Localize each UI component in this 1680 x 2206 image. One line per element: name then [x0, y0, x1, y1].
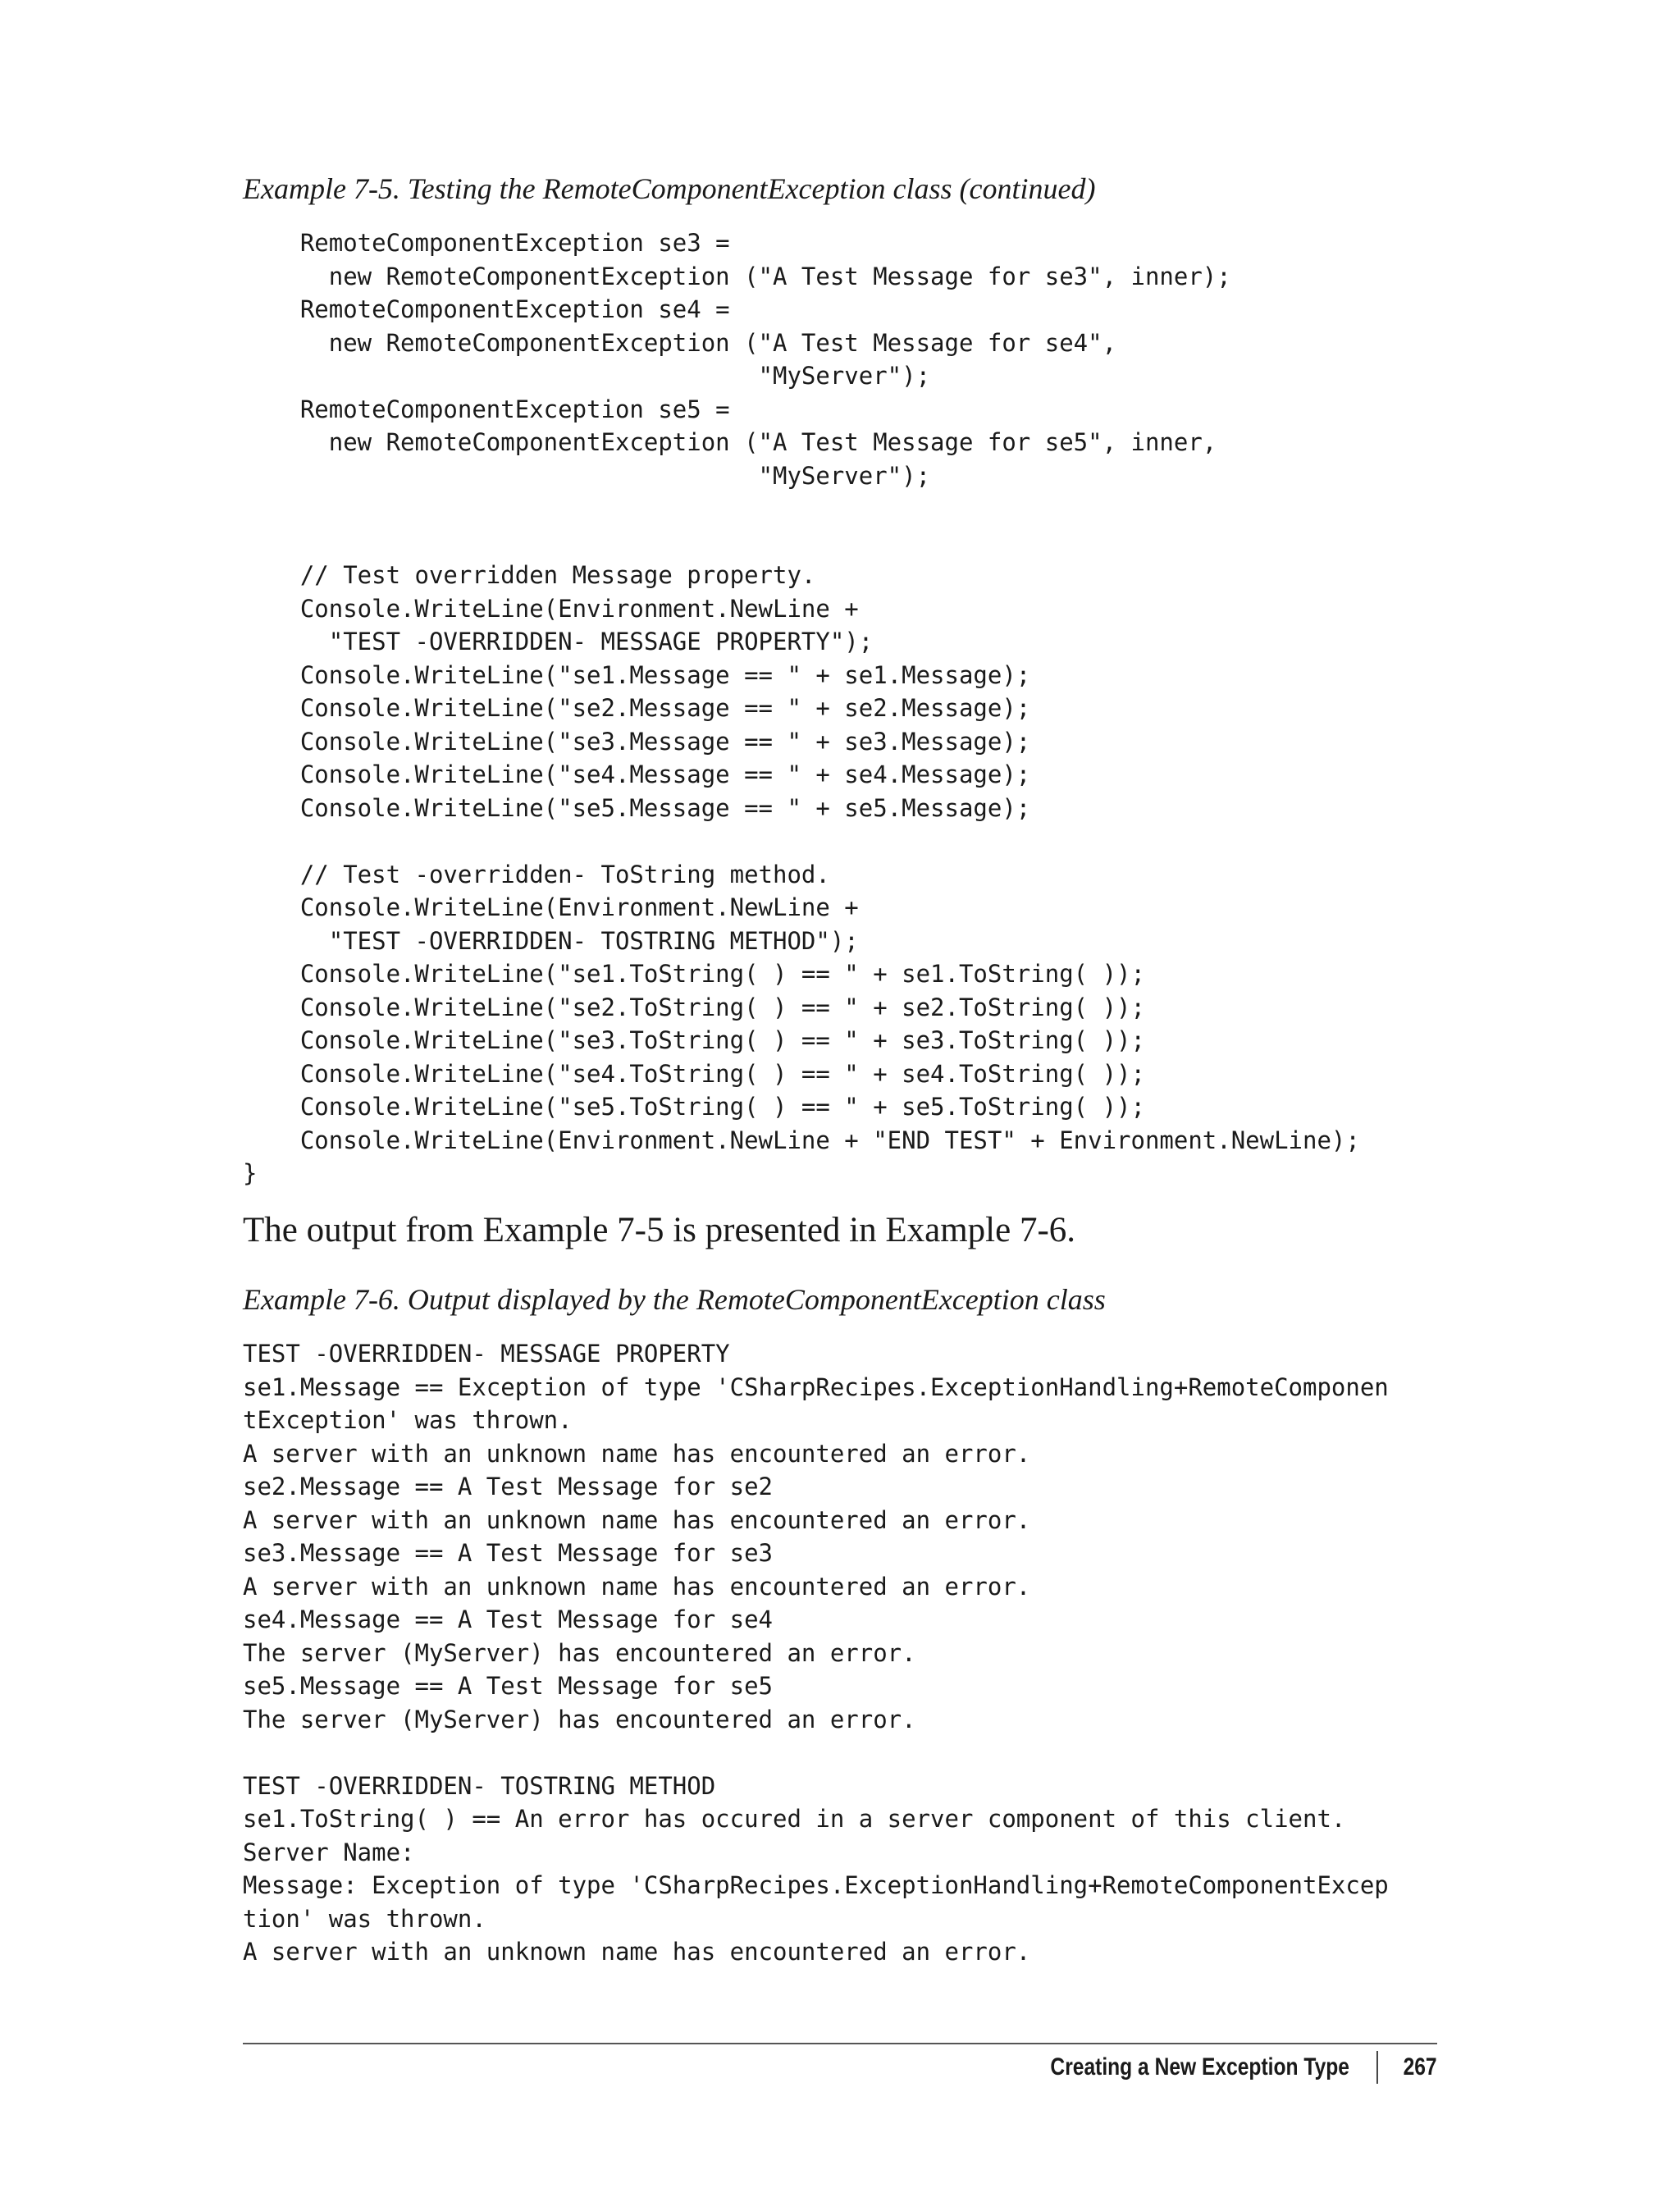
example-7-6-caption: Example 7-6. Output displayed by the RemoteComponentException class: [243, 1283, 1106, 1316]
footer-separator: [1376, 2051, 1378, 2084]
example-7-5-caption: Example 7-5. Testing the RemoteComponentException class (continued): [243, 172, 1096, 205]
page-number: 267: [1403, 2053, 1437, 2080]
footer-divider: [243, 2043, 1437, 2044]
running-footer: [1051, 2051, 1437, 2084]
footer-section-title: Creating a New Exception Type: [1050, 2053, 1350, 2080]
body-paragraph: The output from Example 7-5 is presented in Example 7-6.: [243, 1211, 1076, 1249]
example-7-5-code-listing: RemoteComponentException se3 = new RemoteComponentException ("A Test Message for se3", inner); RemoteComponentException se4 = new RemoteComponentException ("A Test Message for se4", "MyServer"); RemoteComponentException se5 = new RemoteComponentException ("A Test Message for se5", inner, "MyServer"); // Test overridden Message property. Console.WriteLine(Environment.NewLine + "TEST -OVERRIDDEN- MESSAGE PROPERTY"); Console.WriteLine("se1.Message == " + se1.Message); Console.WriteLine("se2.Message == " + se2.Message); Console.WriteLine("se3.Message == " + se3.Message); Console.WriteLine("se4.Message == " + se4.Message); Console.WriteLine("se5.Message == " + se5.Message); // Test -overridden- ToString method. Console.WriteLine(Environment.NewLine + "TEST -OVERRIDDEN- TOSTRING METHOD"); Console.WriteLine("se1.ToString( ) == " + se1.ToString( )); Console.WriteLine("se2.ToString( ) == " + se2.ToString( )); Console.WriteLine("se3.ToString( ) == " + se3.ToString( )); Console.WriteLine("se4.ToString( ) == " + se4.ToString( )); Console.WriteLine("se5.ToString( ) == " + se5.ToString( )); Console.WriteLine(Environment.NewLine + "END TEST" + Environment.NewLine); }: [243, 229, 1360, 1187]
example-7-6-output-listing: TEST -OVERRIDDEN- MESSAGE PROPERTY se1.Message == Exception of type 'CSharpRecipes.ExceptionHandling+RemoteComponen tException' was thrown. A server with an unknown name has encountered an error. se2.Message == A Test Message for se2 A server with an unknown name has encountered an error. se3.Message == A Test Message for se3 A server with an unknown name has encountered an error. se4.Message == A Test Message for se4 The server (MyServer) has encountered an error. se5.Message == A Test Message for se5 The server (MyServer) has encountered an error. TEST -OVERRIDDEN- TOSTRING METHOD se1.ToString( ) == An error has occured in a server component of this client. Server Name: Message: Exception of type 'CSharpRecipes.ExceptionHandling+RemoteComponentExcep tion' was thrown. A server with an unknown name has encountered an error.: [243, 1340, 1389, 1966]
